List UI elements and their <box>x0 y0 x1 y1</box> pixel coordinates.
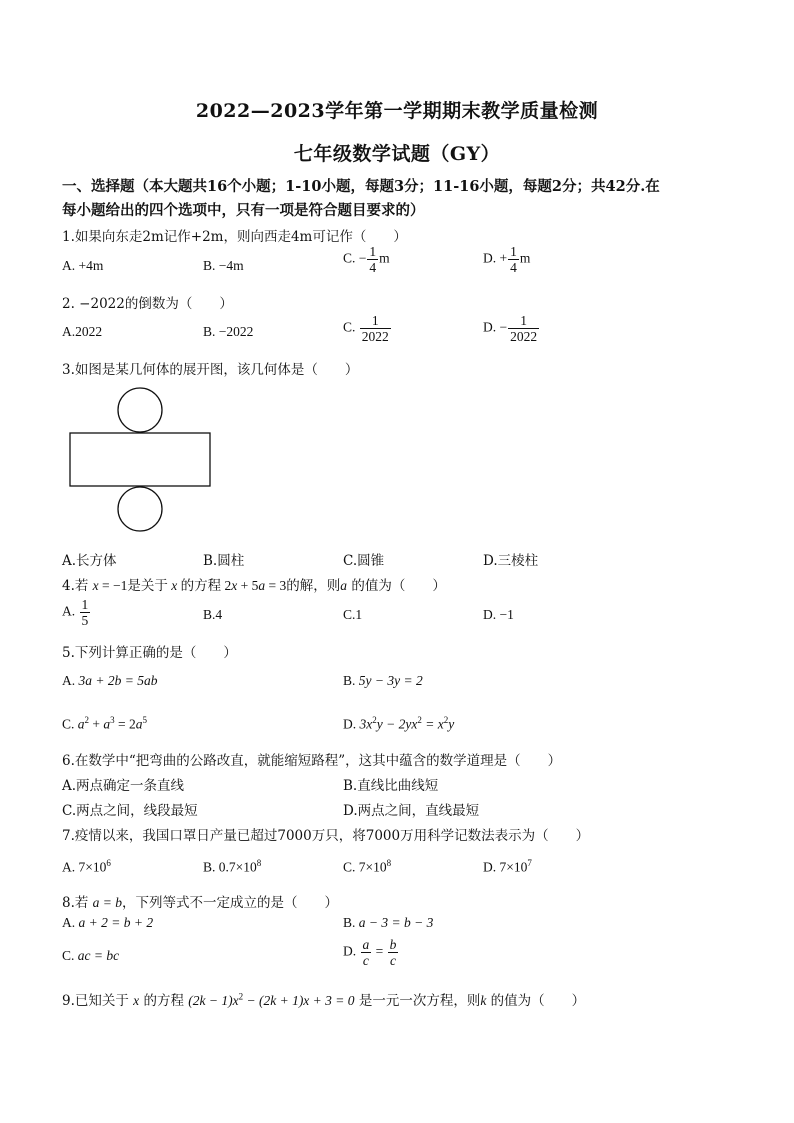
q5-c-exp2: 3 <box>110 715 115 725</box>
q4-text-6: 的值为（ ） <box>347 578 446 594</box>
q5-b-label: B. <box>343 673 359 688</box>
q7-b-base: B. 0.7×10 <box>203 859 257 875</box>
q5-c-base2: a <box>103 716 111 732</box>
question-5-option-c <box>62 715 147 733</box>
q4-a-prefix: A. <box>62 603 79 619</box>
question-8-option-b <box>343 915 433 931</box>
q8-a-expr: a + 2 = b + 2 <box>78 915 154 930</box>
q1-d-suffix: m <box>519 250 531 266</box>
question-6-option-c: C.两点之间，线段最短 <box>62 803 198 819</box>
q7-a-base: A. 7×10 <box>62 859 107 875</box>
question-5-option-d <box>343 715 454 733</box>
q4-text-3: 的方程 2 <box>177 578 232 593</box>
q8-d-fraction1 <box>361 937 372 968</box>
q4-a-den: 5 <box>81 613 89 628</box>
q7-a-exp: 6 <box>106 858 111 868</box>
question-4-stem <box>62 574 446 594</box>
question-6-option-b: B.直线比曲线短 <box>343 778 439 794</box>
q8-text-2: ，下列等式不一定成立的是（ ） <box>122 895 339 911</box>
q5-b-expr: 5y − 3y = 2 <box>358 673 423 688</box>
q9-text-4: 的值为（ ） <box>486 993 586 1009</box>
q1-d-den: 4 <box>510 260 517 275</box>
q2-d-prefix: D. − <box>483 319 508 335</box>
q1-c-prefix: C. − <box>343 250 367 266</box>
exam-subtitle: 七年级数学试题（GY） <box>293 143 501 165</box>
q8-d-label: D. <box>343 943 360 959</box>
question-3-option-c: C.圆锥 <box>343 553 385 569</box>
q2-c-den: 2022 <box>361 329 389 344</box>
q4-var-x3: x <box>231 578 238 593</box>
question-7-option-c <box>343 858 391 876</box>
question-2-option-b: B. −2022 <box>203 324 254 339</box>
question-3-option-d: D.三棱柱 <box>483 553 539 569</box>
q5-d-label: D. <box>343 716 360 732</box>
q8-d-num2: b <box>389 937 397 952</box>
q9-var-k: k <box>480 993 487 1008</box>
question-4-option-c: C.1 <box>343 607 363 622</box>
question-8-option-d <box>343 937 399 968</box>
question-2-option-d <box>483 313 540 344</box>
q5-d-t3: = x <box>421 716 444 732</box>
question-2-option-c <box>343 313 392 344</box>
q1-d-prefix: D. + <box>483 250 508 266</box>
q4-var-a2: a <box>340 578 348 593</box>
q5-d-e1: 2 <box>372 715 377 725</box>
question-9-stem <box>62 989 585 1009</box>
q7-d-exp: 7 <box>527 858 532 868</box>
q9-eq-part2: − (2k + 1)x + 3 = 0 <box>243 993 355 1008</box>
q2-c-num: 1 <box>360 313 391 329</box>
question-8-option-a <box>62 915 153 931</box>
question-8-stem <box>62 891 338 911</box>
q8-b-expr: a − 3 = b − 3 <box>358 915 434 930</box>
q8-b-label: B. <box>343 915 359 930</box>
question-3-stem: 3.如图是某几何体的展开图，该几何体是（ ） <box>62 362 359 378</box>
q1-c-num: 1 <box>369 244 377 259</box>
question-5-option-a <box>62 673 157 689</box>
q2-d-fraction <box>508 313 539 344</box>
q9-var-x: x <box>133 993 140 1008</box>
q5-d-t2: y − 2yx <box>376 716 418 732</box>
q1-c-fraction <box>367 244 378 275</box>
q4-var-x2: x <box>171 578 178 593</box>
q4-text-5: = 3的解，则 <box>265 578 341 593</box>
question-1-stem: 1.如果向东走2m记作+2m，则向西走4m可记作（ ） <box>62 229 407 245</box>
question-3-option-a: A.长方体 <box>62 553 117 569</box>
q8-d-eq: = <box>372 943 387 959</box>
q1-d-fraction <box>508 244 519 275</box>
q4-a-num: 1 <box>81 597 89 612</box>
q7-d-base: D. 7×10 <box>483 859 528 875</box>
q4-text-1: 4.若 <box>62 578 93 594</box>
question-7-option-a <box>62 858 111 876</box>
q9-text-1: 9.已知关于 <box>62 993 134 1009</box>
q8-d-den1: c <box>362 953 369 968</box>
question-7-option-d <box>483 858 532 876</box>
q8-d-fraction2 <box>388 937 399 968</box>
question-5-option-b <box>343 673 423 689</box>
cylinder-net-figure <box>60 384 220 536</box>
question-1-option-b: B. −4m <box>203 258 244 273</box>
question-6-option-d: D.两点之间，直线最短 <box>343 803 480 819</box>
q7-c-base: C. 7×10 <box>343 859 387 875</box>
q8-d-num1: a <box>362 937 370 952</box>
q8-text-1: 8.若 <box>62 895 93 911</box>
bottom-circle <box>118 487 162 531</box>
q5-c-base1: a <box>77 716 85 732</box>
q5-d-t4: y <box>448 716 455 732</box>
q2-d-den: 2022 <box>510 329 538 344</box>
q1-d-num: 1 <box>510 244 517 259</box>
question-5-stem: 5.下列计算正确的是（ ） <box>62 645 237 661</box>
question-6-option-a: A.两点确定一条直线 <box>62 778 185 794</box>
q4-a-fraction <box>80 597 91 628</box>
q5-c-eq: = 2 <box>114 716 136 732</box>
q5-c-exp1: 2 <box>84 715 90 725</box>
question-7-stem: 7.疫情以来，我国口罩日产量已超过7000万只，将7000万用科学记数法表示为（ ） <box>62 828 590 844</box>
section-header-line2: 每小题给出的四个选项中，只有一项是符合题目要求的） <box>62 202 425 219</box>
q4-var-x: x <box>92 578 99 593</box>
question-1-option-c <box>343 244 390 275</box>
section-header-line1: 一、选择题（本大题共16个小题；1-10小题，每题3分；11-16小题，每题2分；共42分.在 <box>62 178 660 195</box>
q2-c-prefix: C. <box>343 319 359 335</box>
q7-b-exp: 8 <box>256 858 262 868</box>
q5-d-e3: 2 <box>443 715 449 725</box>
q9-eq-part1: (2k − 1)x <box>188 993 239 1008</box>
lateral-rectangle <box>70 433 210 486</box>
q5-c-base3: a <box>135 716 143 732</box>
q9-text-2: 的方程 <box>139 993 189 1009</box>
q8-a-label: A. <box>62 915 79 930</box>
top-circle <box>118 388 162 432</box>
q5-d-t1: 3x <box>359 716 373 732</box>
q2-d-num: 1 <box>508 313 539 329</box>
q4-text-2: = −1是关于 <box>98 578 172 593</box>
question-4-option-b: B.4 <box>203 607 223 622</box>
q4-text-4: + 5 <box>237 578 259 593</box>
q1-c-suffix: m <box>379 250 390 266</box>
question-8-option-c <box>62 948 119 964</box>
q2-c-fraction <box>360 313 391 344</box>
question-4-option-a <box>62 597 91 628</box>
q7-c-exp: 8 <box>386 858 392 868</box>
q8-c-label: C. <box>62 948 78 963</box>
q5-d-e2: 2 <box>417 715 422 725</box>
q5-a-expr: 3a + 2b = 5ab <box>78 673 158 688</box>
q8-c-expr: ac = bc <box>77 948 120 963</box>
q8-d-den2: c <box>390 953 396 968</box>
question-1-option-d <box>483 244 530 275</box>
q1-c-den: 4 <box>369 260 377 275</box>
q4-var-a: a <box>258 578 266 593</box>
question-6-stem: 6.在数学中“把弯曲的公路改直，就能缩短路程”，这其中蕴含的数学道理是（ ） <box>62 753 562 769</box>
question-4-option-d: D. −1 <box>483 607 514 622</box>
question-2-stem: 2. −2022的倒数为（ ） <box>62 296 233 312</box>
exam-title: 2022—2023学年第一学期期末教学质量检测 <box>195 100 599 122</box>
q5-c-mid: + <box>89 716 104 732</box>
q9-text-3: 是一元一次方程，则 <box>354 993 481 1009</box>
question-7-option-b <box>203 858 261 876</box>
q5-c-label: C. <box>62 716 78 732</box>
q5-a-label: A. <box>62 673 79 688</box>
q8-expr: a = b <box>92 895 123 910</box>
q9-eq-exp: 2 <box>238 991 244 1002</box>
question-3-option-b: B.圆柱 <box>203 553 245 569</box>
question-2-option-a: A.2022 <box>62 324 103 339</box>
q5-c-exp3: 5 <box>142 715 148 725</box>
question-1-option-a: A. +4m <box>62 258 104 273</box>
